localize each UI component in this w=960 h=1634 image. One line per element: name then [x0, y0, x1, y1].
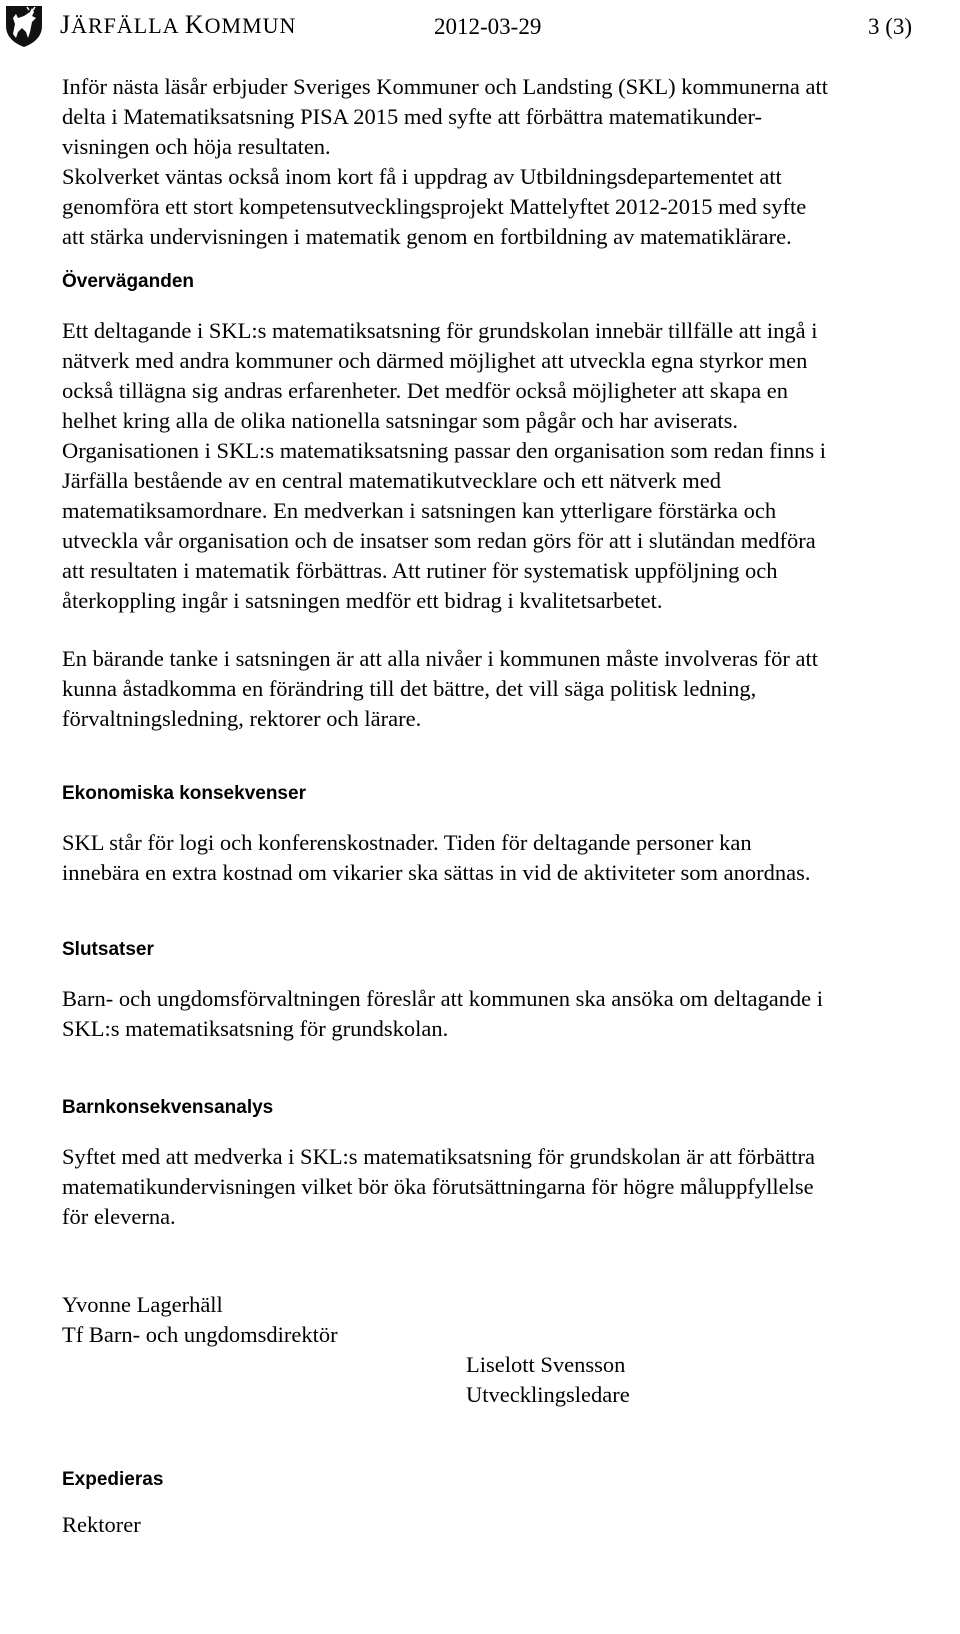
page-header [0, 0, 960, 60]
text-line: Järfälla bestående av en central matematikutvecklare och ett nätverk med [62, 468, 722, 493]
text-line: återkoppling ingår i satsningen medför ett bidrag i kvalitetsarbetet. [62, 588, 663, 613]
text-line: Skolverket väntas också inom kort få i uppdrag av Utbildningsdepartementet att [62, 164, 782, 189]
recipient: Rektorer [62, 1512, 141, 1537]
signature-block-second [466, 1350, 942, 1410]
text-line: Inför nästa läsår erbjuder Sveriges Kommuner och Landsting (SKL) kommunerna att [62, 74, 829, 99]
section-heading-barnkonsekvensanalys: Barnkonsekvensanalys [62, 1097, 274, 1118]
text-line: förvaltningsledning, rektorer och lärare. [62, 706, 422, 731]
section-heading-ekonomiska: Ekonomiska konsekvenser [62, 783, 306, 804]
text-line: nätverk med andra kommuner och därmed möjlighet att utveckla egna styrkor men [62, 348, 808, 373]
text-line: också tillägna sig andras erfarenheter. Det medför också möjligheter att skapa en [62, 378, 788, 403]
signatory-name: Yvonne Lagerhäll [62, 1292, 223, 1317]
signatory-title: Tf Barn- och ungdomsdirektör [62, 1322, 338, 1347]
page-number: 3 (3) [868, 14, 913, 39]
text-line: helhet kring alla de olika nationella satsningar som pågår och har aviserats. [62, 408, 739, 433]
text-line: Syftet med att medverka i SKL:s matematiksatsning för grundskolan är att förbättra [62, 1144, 815, 1169]
text-line: kunna åstadkomma en förändring till det bättre, det vill säga politisk ledning, [62, 676, 757, 701]
expedieras-recipients [62, 1510, 942, 1540]
slutsatser-paragraph [62, 984, 942, 1044]
text-line: genomföra ett stort kompetensutvecklingsprojekt Mattelyftet 2012-2015 med syfte [62, 194, 807, 219]
text-line: att stärka undervisningen i matematik genom en fortbildning av matematiklärare. [62, 224, 792, 249]
text-line: utveckla vår organisation och de insatser som redan görs för att i slutändan medföra [62, 528, 816, 553]
intro-paragraph [62, 72, 942, 252]
document-body [62, 72, 942, 1540]
text-line: Organisationen i SKL:s matematiksatsning passar den organisation som redan finns i [62, 438, 827, 463]
text-line: att resultaten i matematik förbättras. Att rutiner för systematisk uppföljning och [62, 558, 778, 583]
signatory-title: Utvecklingsledare [466, 1382, 630, 1407]
signature-block-first [62, 1290, 942, 1350]
section-heading-overvaganden: Överväganden [62, 271, 194, 292]
overvaganden-paragraph-2 [62, 644, 942, 734]
text-line: delta i Matematiksatsning PISA 2015 med syfte att förbättra matematikunder- [62, 104, 763, 129]
section-heading-expedieras: Expedieras [62, 1469, 164, 1490]
text-line: SKL:s matematiksatsning för grundskolan. [62, 1016, 449, 1041]
text-line: matematikundervisningen vilket bör öka förutsättningarna för högre måluppfyllelse [62, 1174, 814, 1199]
ekonomiska-paragraph [62, 828, 942, 888]
section-heading-slutsatser: Slutsatser [62, 939, 154, 960]
text-line: Barn- och ungdomsförvaltningen föreslår att kommunen ska ansöka om deltagande i [62, 986, 824, 1011]
barnkonsekvens-paragraph [62, 1142, 942, 1232]
text-line: Ett deltagande i SKL:s matematiksatsning för grundskolan innebär tillfälle att ingå i [62, 318, 818, 343]
text-line: matematiksamordnare. En medverkan i satsningen kan ytterligare förstärka och [62, 498, 777, 523]
overvaganden-paragraph-1 [62, 316, 942, 616]
text-line: En bärande tanke i satsningen är att alla nivåer i kommunen måste involveras för att [62, 646, 818, 671]
text-line: SKL står för logi och konferenskostnader. Tiden för deltagande personer kan [62, 830, 752, 855]
municipal-coat-of-arms-icon [4, 4, 44, 48]
document-date: 2012-03-29 [434, 14, 542, 39]
text-line: för eleverna. [62, 1204, 176, 1229]
text-line: innebära en extra kostnad om vikarier ska sättas in vid de aktiviteter som anordnas. [62, 860, 811, 885]
organization-name: JÄRFÄLLA KOMMUN [60, 10, 297, 39]
signatory-name: Liselott Svensson [466, 1352, 626, 1377]
text-line: visningen och höja resultaten. [62, 134, 331, 159]
